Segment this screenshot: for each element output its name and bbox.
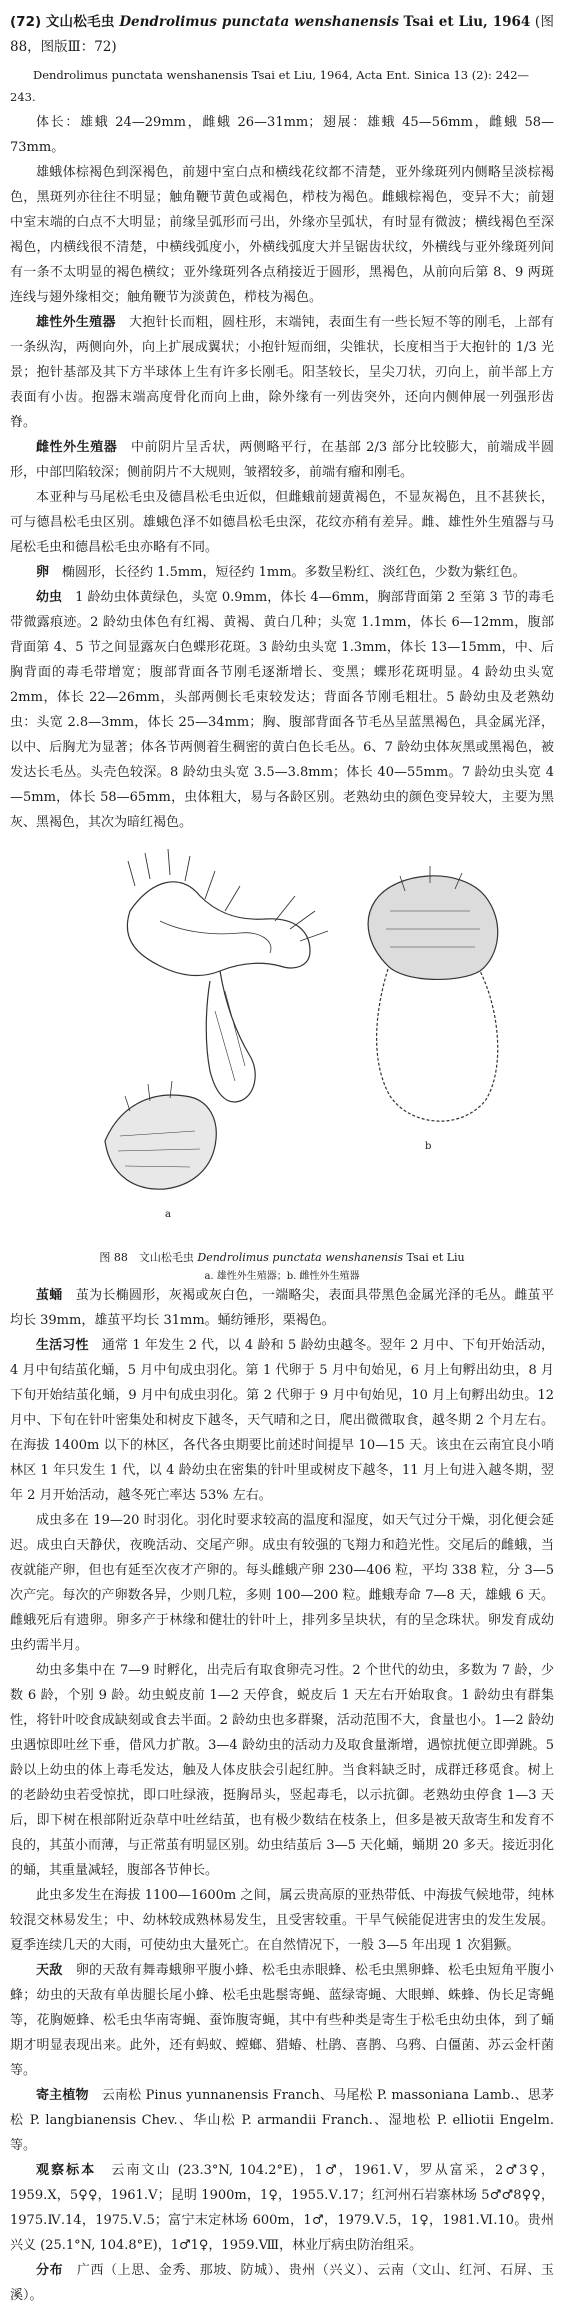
distribution-label: 分布 (36, 2263, 64, 2278)
species-number: (72) (10, 14, 42, 30)
egg-paragraph (10, 560, 554, 585)
pupa-text: 茧为长椭圆形，灰褐或灰白色，一端略尖，表面具带黑色金属光泽的毛丛。雌茧平均长 39mm，雄茧平均长 31mm。蛹纺锤形，栗褐色。 (10, 1288, 554, 1328)
figure-reference: (图88，图版Ⅲ：72) (10, 14, 554, 55)
literature-reference: Dendrolimus punctata wenshanensis Tsai et Liu, 1964, Acta Ent. Sinica 13 (2): 242—243. (10, 68, 530, 104)
female-genitalia-paragraph (10, 435, 554, 485)
distribution-text: 广西（上思、金秀、那坡、防城）、贵州（兴义）、云南（文山、红河、石屏、玉溪）。 (10, 2263, 554, 2303)
species-name-cn: 文山松毛虫 (45, 14, 115, 30)
figure-label-a: a (165, 1209, 171, 1220)
figure-88 (10, 841, 554, 1283)
larva-label: 幼虫 (36, 590, 63, 605)
species-name-latin: Dendrolimus punctata wenshanensis (119, 14, 399, 30)
egg-text: 椭圆形，长径约 1.5mm，短径约 1mm。多数呈粉红、淡红色，少数为紫红色。 (62, 565, 526, 580)
male-genitalia-label: 雄性外生殖器 (36, 315, 116, 330)
larva-text: 1 龄幼虫体黄绿色，头宽 0.9mm，体长 4—6mm，胸部背面第 2 至第 3 节的毒毛带微露痕迹。2 龄幼虫体色有红褐、黄褐、黄白几种；头宽 1.1mm，体长 6—12mm，腹部背面第 4、5 节之间显露灰白色蝶形花斑。3 龄幼虫头宽 1.3mm，体长 13—15mm，中、后胸背面的毒毛带增宽；腹部背面各节刚毛逐渐增长、变黑；蝶形花斑明显。4 龄幼虫头宽 2mm，体长 22—26mm，头部两侧长毛束较发达；背面各节刚毛粗壮。5 龄幼虫及老熟幼虫：头宽 2.8—3mm，体长 25—34mm；胸、腹部背面各节毛丛呈蓝黑褐色，具金属光泽，以中、后胸尤为显著；体各节两侧着生稠密的黄白色长毛丛。6、7 龄幼虫体灰黑或黑褐色，被发达长毛丛。头壳色较深。8 龄幼虫头宽 3.5—3.8mm；体长 40—55mm。7 龄幼虫头宽 4—5mm，体长 58—65mm，虫体粗大，易与各龄区别。老熟幼虫的颜色变异较大，主要为黑灰、黑褐色，其次为暗红褐色。 (10, 590, 554, 830)
habits-paragraph-3: 幼虫多集中在 7—9 时孵化，出壳后有取食卵壳习性。2 个世代的幼虫，多数为 7 龄，少数 6 龄，个别 9 龄。幼虫蜕皮前 1—2 天停食，蜕皮后 1 天左右开始取食。1 龄幼虫有群集性，将针叶咬食成缺刻或食去半面。2 龄幼虫也多群聚，活动范围不大，食量也小。1—2 龄幼虫遇惊即吐丝下垂，借风力扩散。3—4 龄幼虫的活动力及取食量渐增，遇惊扰便立即弹跳。5 龄以上幼虫的体上毒毛发达，触及人体皮肤会引起红肿。当食料缺乏时，成群迁移觅食。树上的老龄幼虫若受惊扰，即口吐绿液，挺胸昂头，竖起毒毛，以示抗御。老熟幼虫停食 1—3 天后，即下树在根部附近杂草中吐丝结茧，也有极少数结在枝条上，但多是被天敌寄生和发育不良的，其茧小而薄，与正常茧有明显区别。幼虫结茧后 3—5 天化蛹，蛹期 20 多天。接近羽化的蛹，其重量减轻，腹部各节伸长。 (10, 1663, 554, 1878)
habits-text-1: 通常 1 年发生 2 代，以 4 龄和 5 龄幼虫越冬。翌年 2 月中、下旬开始活动，4 月中旬结茧化蛹，5 月中旬成虫羽化。第 1 代卵于 5 月中旬始见，6 月上旬孵出幼虫，8 月下旬开始结茧化蛹，9 月中旬成虫羽化。第 2 代卵于 9 月中旬始见，10 月上旬孵出幼虫。12 月中、下旬在针叶密集处和树皮下越冬，天气晴和之日，爬出微微取食，越冬期 2 个月左右。在海拔 1400m 以下的林区，各代各虫期要比前述时间提早 10—15 天。该虫在云南宜良小哨林区 1 年只发生 1 代，以 4 龄幼虫在密集的针叶里或树皮下越冬，11 月上旬进入越冬期，翌年 2 月开始活动，越冬死亡率达 53% 左右。 (10, 1338, 554, 1503)
specimens-paragraph (10, 2158, 554, 2258)
figure-label-b: b (425, 1141, 432, 1152)
habits-label: 生活习性 (36, 1338, 89, 1353)
enemies-label: 天敌 (36, 1963, 63, 1978)
habits-paragraph-4: 此虫多发生在海拔 1100—1600m 之间，属云贵高原的亚热带低、中海拔气候地带，纯林较混交林易发生；中、幼林较成熟林易发生，且受害较重。干旱气候能促进害虫的发生发展。夏季连续几天的大雨，可使幼虫大量死亡。在自然情况下，一般 3—5 年出现 1 次猖獗。 (10, 1888, 554, 1953)
pupa-paragraph (10, 1283, 554, 1333)
figure-subcaption: a. 雄性外生殖器；b. 雌性外生殖器 (204, 1271, 360, 1282)
hosts-text: 云南松 Pinus yunnanensis Franch、马尾松 P. massoniana Lamb.、思茅松 P. langbianensis Chev.、华山松 P. armandii Franch.、湿地松 P. elliotii Engelm. 等。 (10, 2088, 554, 2153)
distribution-paragraph (10, 2258, 554, 2308)
hosts-label: 寄主植物 (36, 2088, 89, 2103)
female-genitalia-drawing (368, 866, 498, 1121)
female-genitalia-text: 中前阴片呈舌状，两侧略平行，在基部 2/3 部分比较膨大，前端成半圆形，中部凹陷较深；侧前阴片不大规则，皱褶较多，前端有瘤和刚毛。 (10, 440, 554, 480)
adult-description-paragraph: 雄蛾体棕褐色到深褐色，前翅中室白点和横线花纹都不清楚，亚外缘斑列内侧略呈淡棕褐色，黑斑列亦往往不明显；触角鞭节黄色或褐色，栉枝为褐色。雌蛾棕褐色，变异不大；前翅中室末端的白点不大明显；前缘呈弧形而弓出，外缘亦呈弧状，有时显有微波；横线褐色至深褐色，内横线很不清楚，中横线弧度小，外横线弧度大并呈锯齿状纹，外横线与亚外缘斑列间有一条不太明显的褐色横纹；亚外缘斑列各点稍接近于圆形，黑褐色，从前向后第 8、9 两斑连线与翅外缘相交；触角鞭节为淡黄色，栉枝为褐色。 (10, 165, 554, 305)
species-author: Tsai et Liu, 1964 (403, 14, 531, 30)
enemies-text: 卵的天敌有舞毒蛾卵平腹小蜂、松毛虫赤眼蜂、松毛虫黑卵蜂、松毛虫短角平腹小蜂；幼虫的天敌有单齿腿长尾小蜂、松毛虫匙鬃寄蝇、蓝绿寄蝇、大眼蝉、蛛蜂、伪长足寄蝇等，花胸姬蜂、松毛虫华南寄蝇、蚕饰腹寄蝇，其中有些种类是寄生于松毛虫幼虫体，到了蛹期才明显表现出来。此外，还有蚂蚁、螳螂、猎蝽、杜鹃、喜鹊、乌鸦、白僵菌、苏云金杆菌等。 (10, 1963, 554, 2078)
larva-paragraph (10, 585, 554, 835)
figure-caption: 图 88 文山松毛虫 Dendrolimus punctata wenshanensis Tsai et Liu (99, 1251, 465, 1264)
enemies-paragraph (10, 1958, 554, 2083)
pupa-label: 茧蛹 (36, 1288, 63, 1303)
comparison-paragraph: 本亚种与马尾松毛虫及德昌松毛虫近似，但雌蛾前翅黄褐色，不显灰褐色，且不甚狭长，可与德昌松毛虫区别。雄蛾色泽不如德昌松毛虫深，花纹亦稍有差异。雌、雄性外生殖器与马尾松毛虫和德昌松毛虫亦略有不同。 (10, 490, 554, 555)
male-genitalia-drawing (105, 849, 328, 1189)
specimens-label: 观察标本 (36, 2163, 97, 2178)
genitalia-illustration (10, 841, 554, 1241)
species-heading (10, 10, 554, 60)
egg-label: 卵 (36, 565, 50, 580)
specimens-text: 云南文山 (23.3°N, 104.2°E)，1♂，1961.Ⅴ，罗从富采，2♂3♀，1959.Ⅹ，5♀♀，1961.Ⅴ；昆明 1900m，1♀，1955.Ⅴ.17；红河州石岩寨林场 5♂♂8♀♀，1975.Ⅳ.14，1975.Ⅴ.5；富宁末定林场 600m，1♂，1979.Ⅴ.5，1♀，1981.Ⅵ.10。贵州兴义 (25.1°N, 104.8°E)，1♂1♀，1959.Ⅷ，林业厅病虫防治组采。 (10, 2163, 554, 2253)
habits-paragraph-1 (10, 1333, 554, 1508)
male-genitalia-text: 大抱针长而粗，圆柱形，末端钝，表面生有一些长短不等的刚毛，上部有一条纵沟，两侧向外，向上扩展成翼状；小抱针短而细，尖锥状，长度相当于大抱针的 1/3 光景；抱针基部及其下方半球体上生有许多长刚毛。阳茎较长，呈尖刀状，刃向上，前半部上方表面有小齿。抱器末端高度骨化而向上曲，除外缘有一列齿突外，还向内侧伸展一列强形齿脊。 (10, 315, 554, 430)
hosts-paragraph (10, 2083, 554, 2158)
male-genitalia-paragraph (10, 310, 554, 435)
habits-paragraph-2: 成虫多在 19—20 时羽化。羽化时要求较高的温度和湿度，如天气过分干燥，羽化便会延迟。成虫白天静伏，夜晚活动、交尾产卵。成虫有较强的飞翔力和趋光性。交尾后的雌蛾，当夜就能产卵，但也有延至次夜才产卵的。每头雌蛾产卵 230—406 粒，平均 338 粒，分 3—5 次产完。每次的产卵数各异，少则几粒，多则 100—200 粒。雌蛾寿命 7—8 天，雄蛾 6 天。雌蛾死后有遗卵。卵多产于林缘和健壮的针叶上，排列多呈块状，有的呈念珠状。卵发育成幼虫约需半月。 (10, 1513, 554, 1653)
female-genitalia-label: 雌性外生殖器 (36, 440, 118, 455)
body-size-paragraph: 体长：雄蛾 24—29mm，雌蛾 26—31mm；翅展：雄蛾 45—56mm，雌蛾 58—73mm。 (10, 115, 554, 155)
